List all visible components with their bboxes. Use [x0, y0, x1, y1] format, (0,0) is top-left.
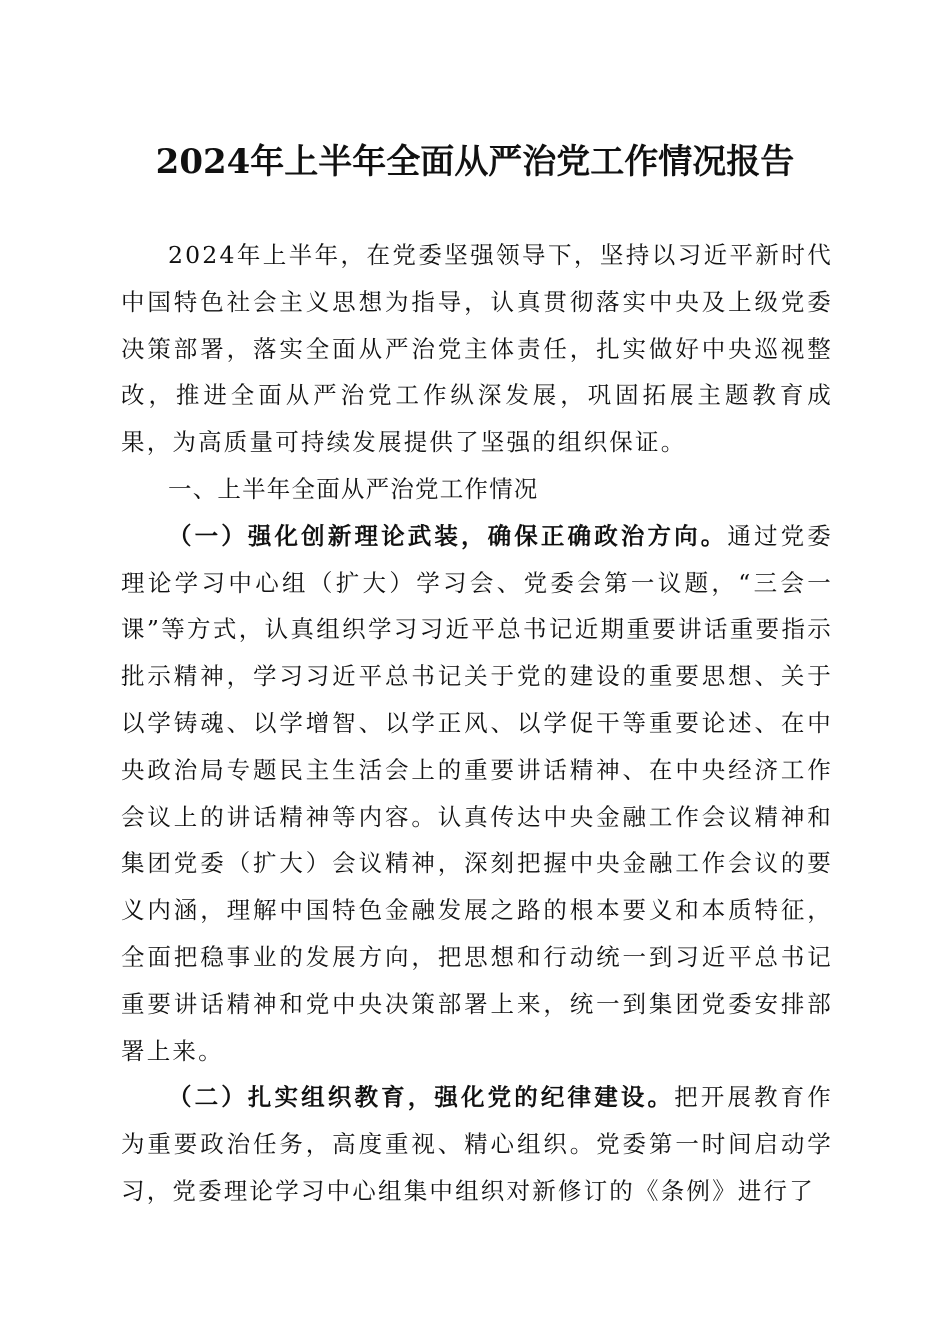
document-body — [121, 232, 833, 1215]
intro-paragraph: 2024年上半年，在党委坚强领导下，坚持以习近平新时代中国特色社会主义思想为指导，认真贯彻落实中央及上级党委决策部署，落实全面从严治党主体责任，扎实做好中央巡视整改，推进全面从严治党工作纵深发展，巩固拓展主题教育成果，为高质量可持续发展提供了坚强的组织保证。 — [121, 241, 833, 457]
item-2-lead: （二）扎实组织教育，强化党的纪律建设。 — [168, 1083, 675, 1112]
item-1-lead: （一）强化创新理论武装，确保正确政治方向。 — [168, 521, 728, 550]
item-2-paragraph — [121, 1074, 833, 1214]
item-1-body: 通过党委理论学习中心组（扩大）学习会、党委会第一议题，“三会一课”等方式，认真组织学习习近平总书记近期重要讲话重要指示批示精神，学习习近平总书记关于党的建设的重要思想、关于以学铸魂、以学增智、以学正风、以学促干等重要论述、在中央政治局专题民主生活会上的重要讲话精神、在中央经济工作会议上的讲话精神等内容。认真传达中央金融工作会议精神和集团党委（扩大）会议精神，深刻把握中央金融工作会议的要义内涵，理解中国特色金融发展之路的根本要义和本质特征，全面把稳事业的发展方向，把思想和行动统一到习近平总书记重要讲话精神和党中央决策部署上来，统一到集团党委安排部署上来。 — [121, 521, 833, 1065]
item-1-paragraph — [121, 513, 833, 1075]
section-heading: 一、上半年全面从严治党工作情况 — [168, 474, 539, 503]
item-2-body: 把开展教育作为重要政治任务，高度重视、精心组织。党委第一时间启动学习，党委理论学习中心组集中组织对新修订的《条例》进行了 — [121, 1083, 833, 1205]
document-title: 2024年上半年全面从严治党工作情况报告 — [155, 142, 795, 182]
